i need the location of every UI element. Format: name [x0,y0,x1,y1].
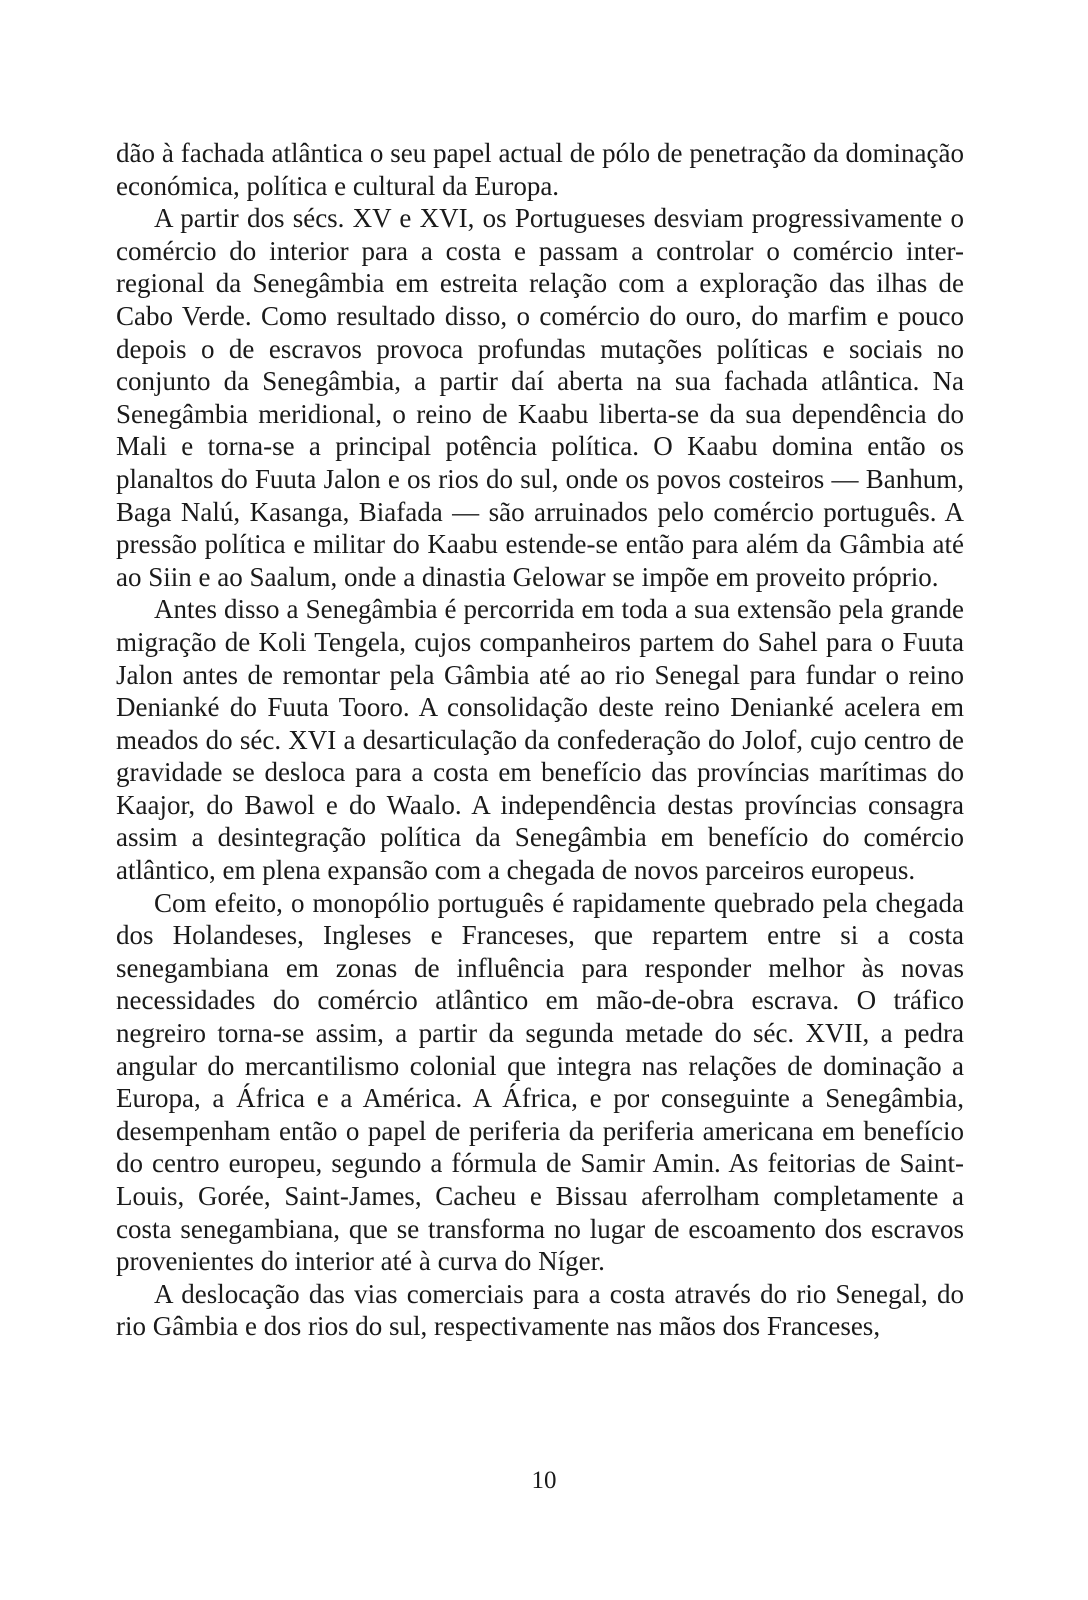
paragraph-1: dão à fachada atlântica o seu papel actual de pólo de penetração da dominação económica, política e cultural da Europa. [116,138,964,201]
body-text [116,137,964,1343]
paragraph-4: Com efeito, o monopólio português é rapidamente quebrado pela chegada dos Holandeses, Ingleses e Franceses, que repartem entre si a costa senegambiana em zonas de influência para responder melhor às novas necessidades do comércio atlântico em mão-de-obra escrava. O tráfico negreiro torna-se assim, a partir da segunda metade do séc. XVII, a pedra angular do mercantilismo colonial que integra nas relações de dominação a Europa, a África e a América. A África, e por conseguinte a Senegâmbia, desempenham então o papel de periferia da periferia americana em benefício do centro europeu, segundo a fórmula de Samir Amin. As feitorias de Saint-Louis, Gorée, Saint-James, Cacheu e Bissau aferrolham completamente a costa senegambiana, que se transforma no lugar de escoamento dos escravos provenientes do interior até à curva do Níger. [116,887,964,1277]
paragraph-5: A deslocação das vias comerciais para a costa através do rio Senegal, do rio Gâmbia e dos rios do sul, respectivamente nas mãos dos Franceses, [116,1278,964,1342]
paragraph-2: A partir dos sécs. XV e XVI, os Portugueses desviam progressivamente o comércio do interior para a costa e passam a controlar o comércio inter-regional da Senegâmbia em estreita relação com a exploração das ilhas de Cabo Verde. Como resultado disso, o comércio do ouro, do marfim e pouco depois o de escravos provoca profundas mutações políticas e sociais no conjunto da Senegâmbia, a partir daí aberta na sua fachada atlântica. Na Senegâmbia meridional, o reino de Kaabu liberta-se da sua dependência do Mali e torna-se a principal potência política. O Kaabu domina então os planaltos do Fuuta Jalon e os rios do sul, onde os povos costeiros — Banhum, Baga Nalú, Kasanga, Biafada — são arruinados pelo comércio português. A pressão política e militar do Kaabu estende-se então para além da Gâmbia até ao Siin e ao Saalum, onde a dinastia Gelowar se impõe em proveito próprio. [116,203,964,592]
paragraph-3: Antes disso a Senegâmbia é percorrida em toda a sua extensão pela grande migração de Koli Tengela, cujos companheiros partem do Sahel para o Fuuta Jalon antes de remontar pela Gâmbia até ao rio Senegal para fundar o reino Denianké do Fuuta Tooro. A consolidação deste reino Denianké acelera em meados do séc. XVI a desarticulação da confederação do Jolof, cujo centro de gravidade se desloca para a costa em benefício das províncias marítimas do Kaajor, do Bawol e do Waalo. A independência destas províncias consagra assim a desintegração política da Senegâmbia em benefício do comércio atlântico, em plena expansão com a chegada de novos parceiros europeus. [116,594,964,886]
page-number: 10 [531,1467,557,1494]
